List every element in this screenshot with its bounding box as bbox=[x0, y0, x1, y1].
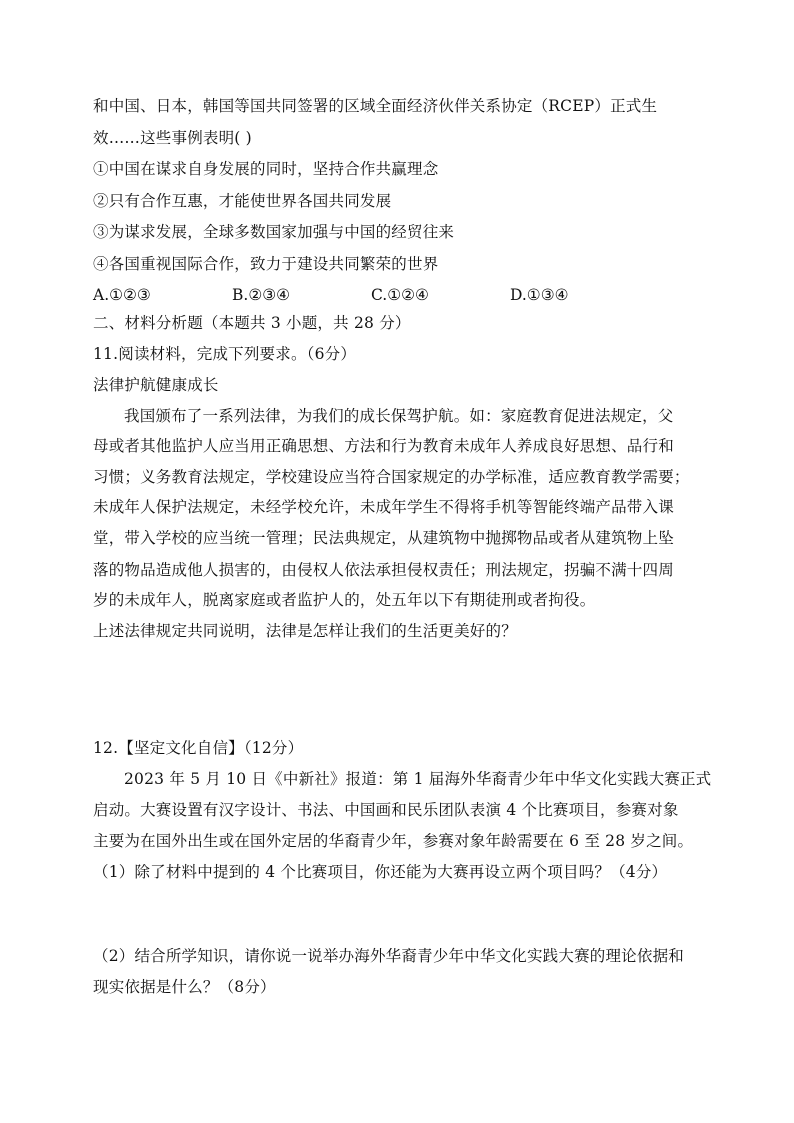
q12-title: 12.【坚定文化自信】（12分） bbox=[93, 739, 304, 757]
q12-sub-question-2-line2: 现实依据是什么？（8分） bbox=[93, 978, 276, 996]
q12-sub-question-2-line1: （2）结合所学知识，请你说一说举办海外华裔青少年中华文化实践大赛的理论依据和 bbox=[93, 947, 684, 965]
q10-statement-4: ④各国重视国际合作，致力于建设共同繁荣的世界 bbox=[93, 255, 439, 273]
q10-option-a[interactable]: A.①②③ bbox=[93, 286, 151, 304]
q10-option-b[interactable]: B.②③④ bbox=[232, 286, 291, 304]
q11-title: 11.阅读材料，完成下列要求。（6分） bbox=[93, 345, 357, 363]
q11-material-line3: 习惯；义务教育法规定，学校建设应当符合国家规定的办学标准，适应教育教学需要； bbox=[93, 468, 690, 486]
section2-heading: 二、材料分析题（本题共 3 小题，共 28 分） bbox=[93, 314, 411, 332]
q10-stem-line2: 效……这些事例表明( ) bbox=[93, 129, 252, 147]
q11-material-line7: 岁的未成年人，脱离家庭或者监护人的，处五年以下有期徒刑或者拘役。 bbox=[93, 591, 596, 609]
q11-material-line6: 落的物品造成他人损害的，由侵权人依法承担侵权责任；刑法规定，拐骗不满十四周 bbox=[93, 561, 674, 579]
q12-material-line3: 主要为在国外出生或在国外定居的华裔青少年，参赛对象年龄需要在 6 至 28 岁之间。 bbox=[93, 832, 694, 850]
q10-option-d[interactable]: D.①③④ bbox=[510, 286, 569, 304]
q10-statement-2: ②只有合作互惠，才能使世界各国共同发展 bbox=[93, 192, 392, 210]
q12-sub-question-1: （1）除了材料中提到的 4 个比赛项目，你还能为大赛再设立两个项目吗？（4分） bbox=[93, 863, 668, 881]
q12-material-line1: 2023 年 5 月 10 日《中新社》报道：第 1 届海外华裔青少年中华文化实践大赛正式 bbox=[124, 770, 712, 788]
q11-subtitle: 法律护航健康成长 bbox=[93, 376, 219, 394]
q10-statement-1: ①中国在谋求自身发展的同时，坚持合作共赢理念 bbox=[93, 160, 439, 178]
q11-question: 上述法律规定共同说明，法律是怎样让我们的生活更美好的？ bbox=[93, 622, 517, 640]
q10-statement-3: ③为谋求发展，全球多数国家加强与中国的经贸往来 bbox=[93, 223, 455, 241]
q11-material-line1: 我国颁布了一系列法律，为我们的成长保驾护航。如：家庭教育促进法规定，父 bbox=[124, 407, 674, 425]
q12-material-line2: 启动。大赛设置有汉字设计、书法、中国画和民乐团队表演 4 个比赛项目，参赛对象 bbox=[93, 801, 679, 819]
q11-material-line2: 母或者其他监护人应当用正确思想、方法和行为教育未成年人养成良好思想、品行和 bbox=[93, 437, 674, 455]
q11-material-line5: 堂，带入学校的应当统一管理；民法典规定，从建筑物中抛掷物品或者从建筑物上坠 bbox=[93, 529, 674, 547]
q10-stem-line1: 和中国、日本，韩国等国共同签署的区域全面经济伙伴关系协定（RCEP）正式生 bbox=[93, 97, 658, 115]
q11-material-line4: 未成年人保护法规定，未经学校允许，未成年学生不得将手机等智能终端产品带入课 bbox=[93, 498, 674, 516]
q10-option-c[interactable]: C.①②④ bbox=[371, 286, 429, 304]
